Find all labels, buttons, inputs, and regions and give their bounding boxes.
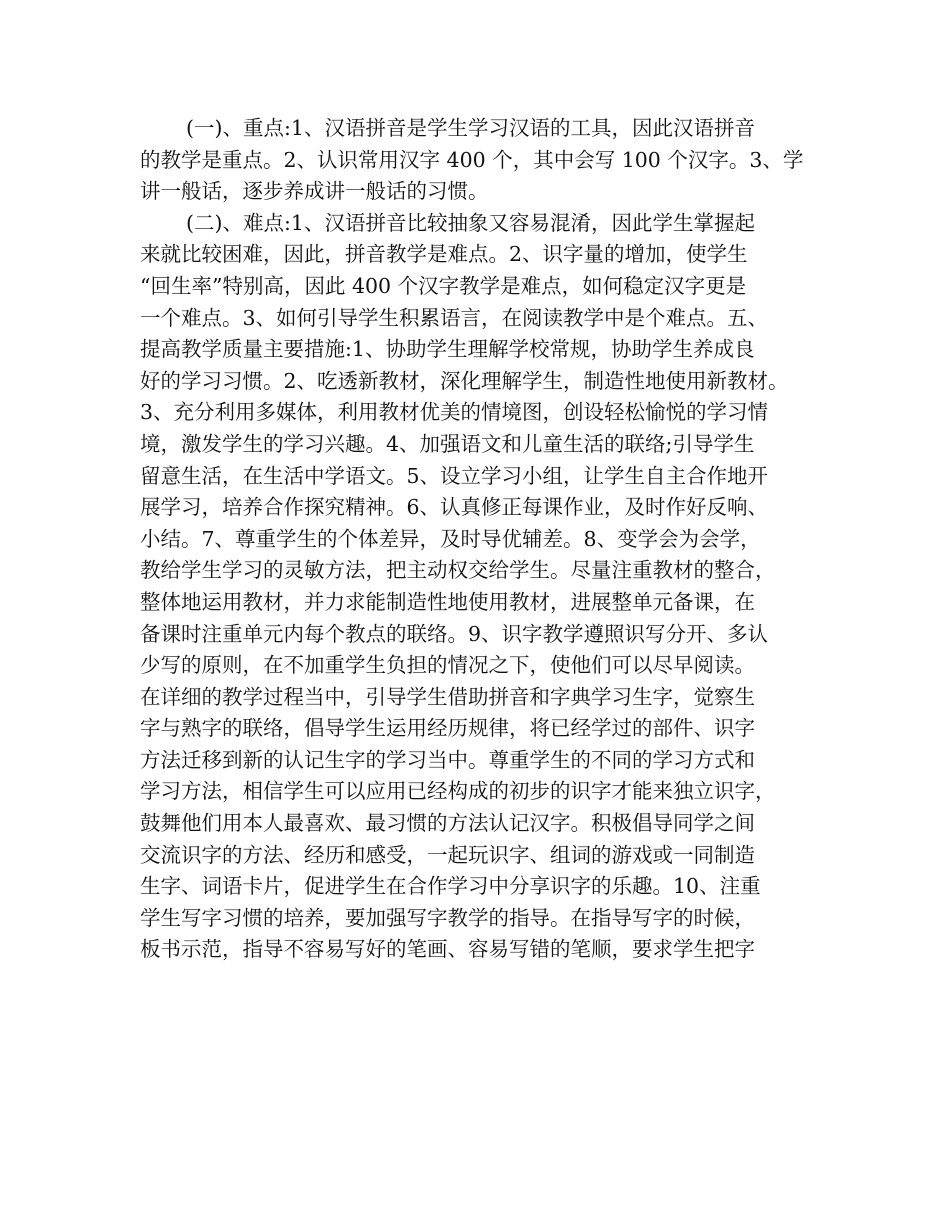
text-line: 在详细的教学过程当中，引导学生借助拼音和字典学习生字，觉察生 [140,684,755,709]
text-line: 少写的原则，在不加重学生负担的情况之下，使他们可以尽早阅读。 [140,653,755,678]
text-line: (一)、重点:1、汉语拼音是学生学习汉语的工具，因此汉语拼音 [186,116,755,140]
text-line: 备课时注重单元内每个教点的联络。9、识字教学遵照识写分开、多认 [140,621,769,646]
text-line: 提高教学质量主要措施:1、协助学生理解学校常规，协助学生养成良 [140,337,755,362]
body-text [140,113,820,966]
text-line: 生字、词语卡片，促进学生在合作学习中分享识字的乐趣。10、注重 [140,874,761,899]
text-line: 3、充分利用多媒体，利用教材优美的情境图，创设轻松愉悦的学习情 [140,400,769,425]
text-line: 鼓舞他们用本人最喜欢、最习惯的方法认记汉字。积极倡导同学之间 [140,811,755,836]
text-line: 教给学生学习的灵敏方法，把主动权交给学生。尽量注重教材的整合， [140,558,776,583]
text-line: 境，激发学生的学习兴趣。4、加强语文和儿童生活的联络;引导学生 [140,431,755,456]
text-line: 交流识字的方法、经历和感受，一起玩识字、组词的游戏或一同制造 [140,842,755,867]
text-line: 学生写字习惯的培养，要加强写字教学的指导。在指导写字的时候， [140,905,755,930]
text-line: 来就比较困难，因此，拼音教学是难点。2、识字量的增加，使学生 [140,242,748,267]
text-line: 小结。7、尊重学生的个体差异，及时导优辅差。8、变学会为会学， [140,526,761,551]
text-line: “回生率”特别高，因此 400 个汉字教学是难点，如何稳定汉字更是 [140,273,747,298]
text-line: 讲一般话，逐步养成讲一般话的习惯。 [140,179,489,204]
text-line: 一个难点。3、如何引导学生积累语言，在阅读教学中是个难点。五、 [140,305,769,330]
text-line: 整体地运用教材，并力求能制造性地使用教材，进展整单元备课，在 [140,589,755,614]
text-line: 板书示范，指导不容易写好的笔画、容易写错的笔顺，要求学生把字 [140,937,755,962]
text-line: 学习方法，相信学生可以应用已经构成的初步的识字才能来独立识字， [140,779,776,804]
text-line: 展学习，培养合作探究精神。6、认真修正每课作业，及时作好反响、 [140,495,769,520]
text-line: 留意生活，在生活中学语文。5、设立学习小组，让学生自主合作地开 [140,463,769,488]
text-line: (二)、难点:1、汉语拼音比较抽象又容易混淆，因此学生掌握起 [186,210,755,235]
text-line: 好的学习习惯。2、吃透新教材，深化理解学生，制造性地使用新教材。 [140,368,789,393]
text-line: 字与熟字的联络，倡导学生运用经历规律，将已经学过的部件、识字 [140,716,755,741]
text-line: 的教学是重点。2、认识常用汉字 400 个，其中会写 100 个汉字。3、学 [140,147,804,172]
text-line: 方法迁移到新的认记生字的学习当中。尊重学生的不同的学习方式和 [140,747,755,772]
